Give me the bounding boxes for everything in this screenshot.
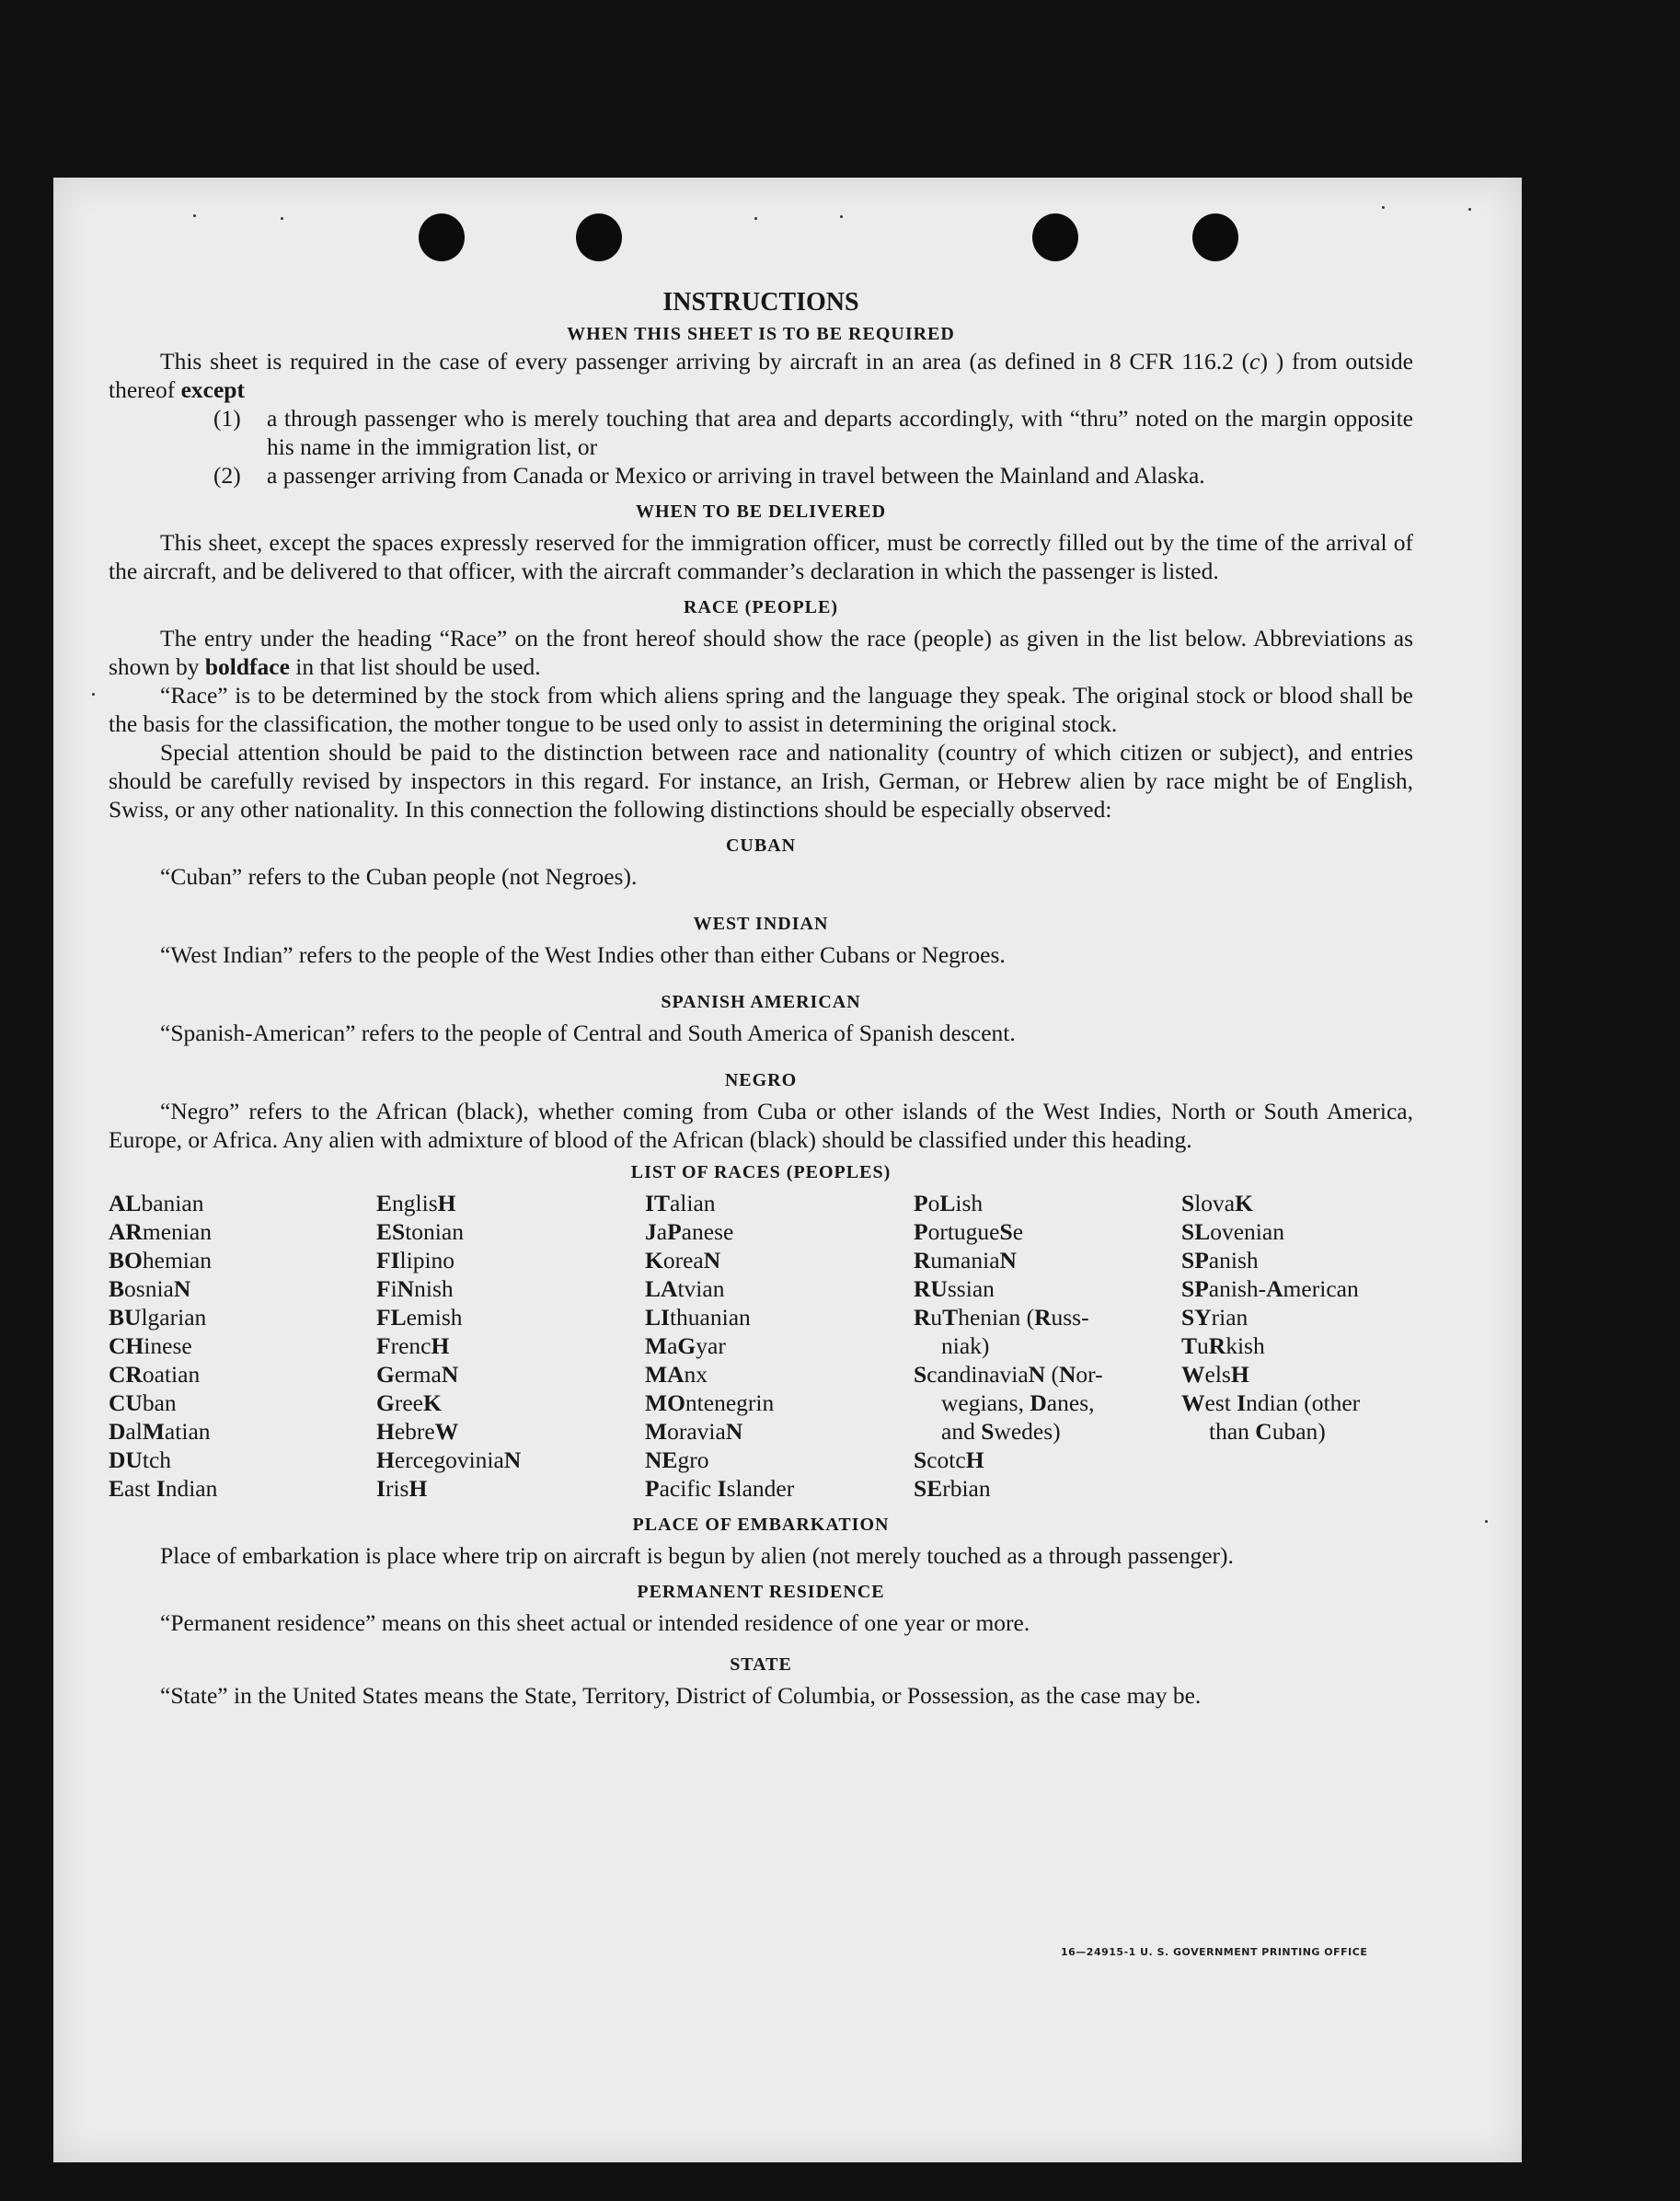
race-entry: RuThenian (Russ- (914, 1304, 1089, 1331)
paragraph: This sheet, except the spaces expressly reserved for the immigration officer, must be correctly filled out by the time of the arrival of the aircraft, and be delivered to that officer, with the aircraft commander’s declaration in which the passenger is listed. (109, 529, 1413, 584)
race-entry: CRoatian (109, 1361, 201, 1388)
race-entry: HebreW (376, 1418, 459, 1445)
race-entry: ScandinaviaN (Nor- (914, 1361, 1103, 1388)
speck (1382, 206, 1385, 209)
punch-hole (1192, 213, 1238, 261)
race-entry: MaGyar (645, 1332, 726, 1359)
speck (840, 215, 843, 218)
race-entry: GreeK (376, 1389, 442, 1416)
speck (193, 214, 196, 217)
race-entry: CHinese (109, 1332, 192, 1359)
race-entry: FiNnish (376, 1275, 454, 1302)
race-entry: GermaN (376, 1361, 459, 1388)
race-entry: MAnx (645, 1361, 708, 1388)
section-heading: RACE (PEOPLE) (684, 597, 838, 617)
race-column (645, 1189, 914, 1503)
list-item: (1) a through passenger who is merely touching that area and departs accordingly, with “thru” noted on the margin opposite his name in the immigration list, or (213, 405, 1413, 460)
race-entry: FrencH (376, 1332, 450, 1359)
race-column (1181, 1189, 1413, 1503)
race-entry: MoraviaN (645, 1418, 743, 1445)
race-entry: Pacific Islander (645, 1475, 795, 1502)
race-entry: FIlipino (376, 1247, 455, 1273)
instructions-content (109, 283, 1413, 1710)
race-entry: than Cuban) (1209, 1418, 1326, 1445)
race-entry: TuRkish (1181, 1332, 1265, 1359)
race-column (376, 1189, 645, 1503)
punch-hole (576, 213, 622, 261)
race-entry: West Indian (other (1181, 1389, 1361, 1416)
section-heading: PERMANENT RESIDENCE (637, 1582, 885, 1602)
race-entry: BOhemian (109, 1247, 212, 1273)
print-footer: 16—24915-1 U. S. GOVERNMENT PRINTING OFFICE (1061, 1946, 1368, 1958)
race-entry: SPanish-American (1181, 1275, 1359, 1302)
race-entry: LAtvian (645, 1275, 725, 1302)
paragraph: “West Indian” refers to the people of the West Indies other than either Cubans or Negroes. (160, 941, 1006, 968)
race-entry: DalMatian (109, 1418, 211, 1445)
punch-hole (419, 213, 465, 261)
race-entry: BosniaN (109, 1275, 191, 1302)
race-entry: LIthuanian (645, 1304, 751, 1331)
race-entry: ALbanian (109, 1190, 204, 1216)
race-entry: East Indian (109, 1475, 218, 1502)
speck (281, 217, 283, 220)
section-heading: STATE (730, 1654, 792, 1675)
paragraph: The entry under the heading “Race” on the front hereof should show the race (people) as given in the list below. Abbreviations as shown by boldface in that list should be used. (109, 625, 1413, 680)
speck (754, 217, 757, 220)
race-entry: SErbian (914, 1475, 991, 1502)
race-entry: IrisH (376, 1475, 428, 1502)
race-entry: HercegoviniaN (376, 1446, 522, 1473)
paragraph: Special attention should be paid to the distinction between race and nationality (country of which citizen or subject), and entries should be carefully revised by inspectors in this regard. For instance, an Irish, German, or Hebrew alien by race might be of English, Swiss, or any other nationality. In this connection the following distinctions should be especially observed: (109, 739, 1413, 823)
section-heading: WEST INDIAN (693, 914, 829, 934)
section-heading: LIST OF RACES (PEOPLES) (630, 1162, 892, 1182)
race-entry: EStonian (376, 1218, 464, 1245)
race-entry: CUban (109, 1389, 177, 1416)
race-entry: BUlgarian (109, 1304, 207, 1331)
race-column (109, 1189, 376, 1503)
race-entry: wegians, Danes, (941, 1389, 1095, 1416)
speck (92, 693, 95, 696)
race-entry: WelsH (1181, 1361, 1249, 1388)
race-entry: SlovaK (1181, 1190, 1253, 1216)
paragraph: “Negro” refers to the African (black), whether coming from Cuba or other islands of the West Indies, North or South America, Europe, or Africa. Any alien with admixture of blood of the African (black) should be classified under this heading. (109, 1098, 1413, 1153)
race-entry: RUssian (914, 1275, 995, 1302)
race-entry: ScotcH (914, 1446, 984, 1473)
paragraph: “Cuban” refers to the Cuban people (not Negroes). (160, 863, 638, 890)
race-entry: SLovenian (1181, 1218, 1284, 1245)
race-entry: ITalian (645, 1190, 716, 1216)
section-heading: PLACE OF EMBARKATION (632, 1515, 890, 1535)
race-entry: SYrian (1181, 1304, 1248, 1331)
section-heading: CUBAN (725, 835, 797, 856)
speck (1468, 208, 1471, 211)
race-entry: PortugueSe (914, 1218, 1024, 1245)
race-entry: MOntenegrin (645, 1389, 775, 1416)
race-entry: DUtch (109, 1446, 172, 1473)
race-column (914, 1189, 1181, 1503)
race-entry: NEgro (645, 1446, 709, 1473)
paragraph: “Spanish-American” refers to the people of Central and South America of Spanish descent. (160, 1020, 1016, 1046)
list-item: (2) a passenger arriving from Canada or Mexico or arriving in travel between the Mainland and Alaska. (213, 462, 1205, 489)
section-heading: WHEN THIS SHEET IS TO BE REQUIRED (567, 324, 955, 344)
race-entry: FLemish (376, 1304, 463, 1331)
race-entry: niak) (941, 1332, 990, 1359)
paragraph: “Permanent residence” means on this sheet actual or intended residence of one year or more. (160, 1609, 1030, 1636)
race-entry: and Swedes) (941, 1418, 1061, 1445)
race-entry: PoLish (914, 1190, 984, 1216)
paragraph: Place of embarkation is place where trip on aircraft is begun by alien (not merely touched as a through passenger). (160, 1542, 1234, 1569)
race-entry: EnglisH (376, 1190, 456, 1216)
document-title: INSTRUCTIONS (662, 288, 859, 317)
race-entry: SPanish (1181, 1247, 1259, 1273)
punch-hole (1032, 213, 1078, 261)
paragraph: “Race” is to be determined by the stock from which aliens spring and the language they speak. The original stock or blood shall be the basis for the classification, the mother tongue to be used only to assist in determining the original stock. (109, 682, 1413, 737)
race-entry: KoreaN (645, 1247, 721, 1273)
speck (1485, 1520, 1488, 1523)
paragraph: This sheet is required in the case of every passenger arriving by aircraft in an area (as defined in 8 CFR 116.2 (c) ) from outside thereof except (109, 348, 1413, 403)
section-heading: WHEN TO BE DELIVERED (635, 501, 887, 522)
section-heading: SPANISH AMERICAN (661, 992, 861, 1012)
race-entry: ARmenian (109, 1218, 212, 1245)
race-entry: RumaniaN (914, 1247, 1017, 1273)
section-heading: NEGRO (724, 1070, 798, 1090)
race-entry: JaPanese (645, 1218, 734, 1245)
race-list (109, 1189, 1413, 1503)
paragraph: “State” in the United States means the State, Territory, District of Columbia, or Possession, as the case may be. (160, 1682, 1202, 1709)
